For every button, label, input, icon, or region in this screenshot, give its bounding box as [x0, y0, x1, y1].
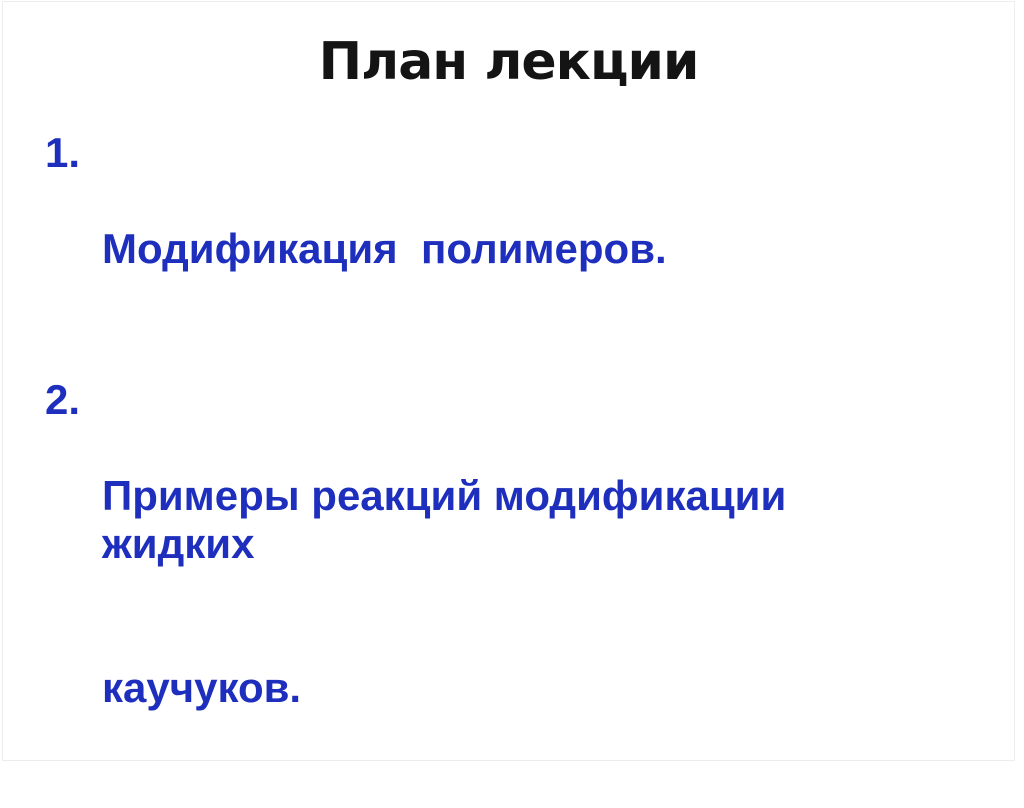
item-line: Примеры реакций модификации жидких [102, 472, 798, 567]
list-item [3, 376, 1014, 808]
item-text [102, 376, 932, 808]
item-number: 2. [45, 376, 81, 423]
slide-canvas [2, 1, 1015, 761]
item-line: Модификация полимеров. [102, 225, 667, 272]
item-line: каучуков. [102, 664, 302, 711]
item-number: 1. [45, 129, 81, 176]
lecture-plan-list [3, 129, 1014, 808]
item-text [102, 129, 667, 369]
list-item [3, 129, 1014, 369]
slide-title: План лекции [318, 32, 699, 92]
